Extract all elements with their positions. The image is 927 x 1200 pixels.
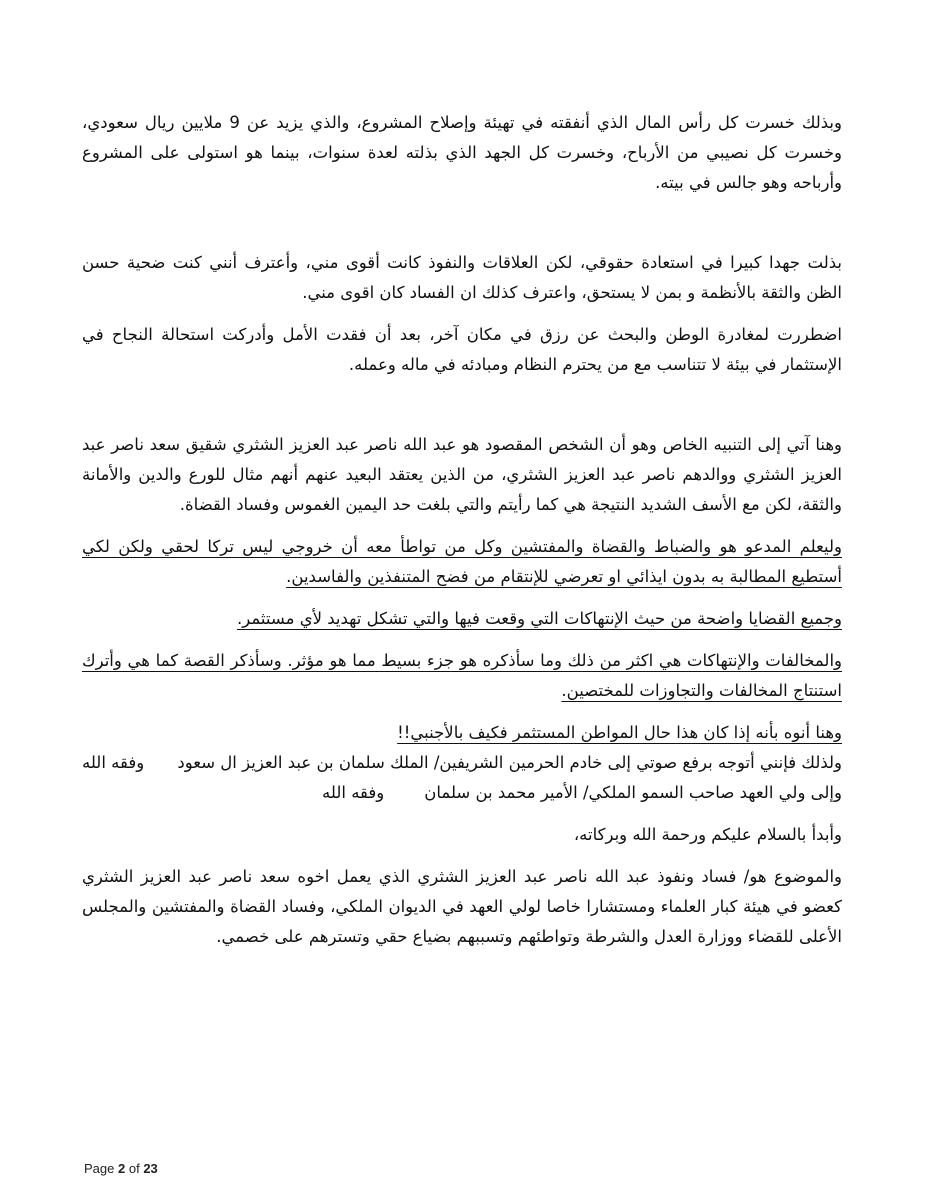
paragraph-cases-clear-underlined: وجميع القضايا واضحة من حيث الإنتهاكات التي وقعت فيها والتي تشكل تهديد لأي مستثمر. [237,609,842,628]
addressee-king: ولذلك فإنني أتوجه برفع صوتي إلى خادم الحرمين الشريفين/ الملك سلمان بن عبد العزيز ال سعود [177,753,842,772]
paragraph-subject: والموضوع هو/ فساد ونفوذ عبد الله ناصر عبد العزيز الشثري الذي يعمل اخوه سعد ناصر عبد العزيز الشثري كعضو في هيئة كبار العلماء ومستشارا خاصا لولي العهد في الديوان الملكي، وفساد القضاة والمفتشين والمجلس الأعلى للقضاء ووزارة العدل والشرطة وتواطئهم وتسببهم بضياع حقي وتسترهم على خصمي. [82,867,842,946]
paragraph-foreign-investor-underlined: وهنا أنوه بأنه إذا كان هذا حال المواطن المستثمر فكيف بالأجنبي!! [397,723,842,742]
footer-page-label: Page [84,1161,115,1176]
addressee-king-line [82,748,842,778]
paragraph-violations-underlined: والمخالفات والإنتهاكات هي اكثر من ذلك وما سأذكره هو جزء بسيط مما هو مؤثر. وسأذكر القصة كما هي وأترك استنتاج المخالفات والتجاوزات للمختصين. [82,651,842,700]
footer-of-label: of [128,1161,140,1176]
document-body [82,108,842,952]
addressee-crown-prince-line [82,778,842,808]
addressee-crown-prince-blessing: وفقه الله [322,783,385,802]
page-footer [84,1161,158,1176]
paragraph-capital-loss: وبذلك خسرت كل رأس المال الذي أنفقته في تهيئة وإصلاح المشروع، والذي يزيد عن 9 ملايين ريال سعودي، وخسرت كل نصيبي من الأرباح، وخسرت كل الجهد الذي بذلته لعدة سنوات، بينما هو استولى على المشروع وأرباحه وهو جالس في بيته. [82,113,842,192]
addressee-crown-prince: وإلى ولي العهد صاحب السمو الملكي/ الأمير محمد بن سلمان [424,783,842,802]
paragraph-greeting: وأبدأ بالسلام عليكم ورحمة الله وبركاته، [573,825,842,844]
addressee-king-blessing: وفقه الله [82,753,145,772]
paragraph-leaving-homeland: اضطررت لمغادرة الوطن والبحث عن رزق في مكان آخر، بعد أن فقدت الأمل وأدركت استحالة النجاح في الإستثمار في بيئة لا تتناسب مع من يحترم النظام ومبادئه في ماله وعمله. [82,325,842,374]
footer-page-total: 23 [143,1161,158,1176]
paragraph-warning-underlined: وليعلم المدعو هو والضباط والقضاة والمفتشين وكل من تواطأ معه أن خروجي ليس تركا لحقي ولكن لكي أستطيع المطالبة به بدون ايذائي او تعرضي للإنتقام من فضح المتنفذين والفاسدين. [82,537,842,586]
paragraph-special-notice: وهنا آتي إلى التنبيه الخاص وهو أن الشخص المقصود هو عبد الله ناصر عبد العزيز الشثري شقيق سعد ناصر عبد العزيز الشثري ووالدهم ناصر عبد العزيز الشثري، من الذين يعتقد البعيد عنهم أنهم مثال للورع والدين والأمانة والثقة، لكن مع الأسف الشديد النتيجة هي كما رأيتم والتي بلغت حد اليمين الغموس وفساد القضاة. [82,435,842,514]
footer-page-number: 2 [118,1161,126,1176]
paragraph-recovery-effort: بذلت جهدا كبيرا في استعادة حقوقي، لكن العلاقات والنفوذ كانت أقوى مني، وأعترف أنني كنت ضحية حسن الظن والثقة بالأنظمة و بمن لا يستحق، واعترف كذلك ان الفساد كان اقوى مني. [82,253,842,302]
